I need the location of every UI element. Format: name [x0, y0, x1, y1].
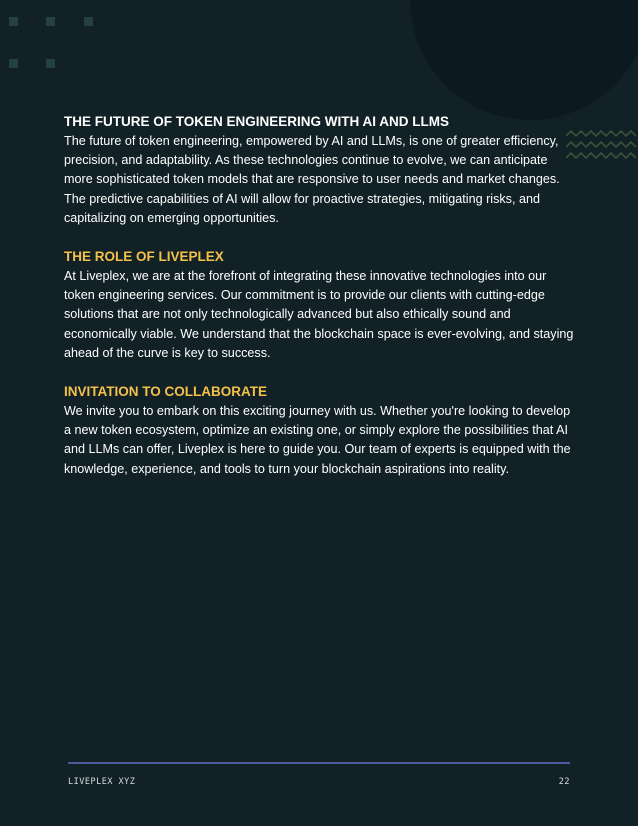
- section-invitation-to-collaborate: [64, 382, 574, 479]
- decorative-dot: [46, 17, 55, 26]
- footer-divider: [68, 762, 570, 764]
- decorative-dot: [46, 59, 55, 68]
- section-role-of-liveplex: [64, 247, 574, 363]
- main-content: [64, 112, 574, 498]
- section-body: At Liveplex, we are at the forefront of integrating these innovative technologies into our token engineering services. Our commitment is to provide our clients with cutting-edge solutions that are not only technologically advanced but also ethically sound and economically viable. We understand that the blockchain space is ever-evolving, and staying ahead of the curve is key to success.: [64, 269, 574, 360]
- decorative-dot: [9, 17, 18, 26]
- section-body: The future of token engineering, empowered by AI and LLMs, is one of greater efficiency, precision, and adaptability. As these technologies continue to evolve, we can anticipate more sophisticated token models that are responsive to user needs and market changes. The predictive capabilities of AI will allow for proactive strategies, mitigating risks, and capitalizing on emerging opportunities.: [64, 134, 560, 225]
- decorative-corner-circle: [410, 0, 638, 120]
- section-future-of-token-engineering: [64, 112, 574, 228]
- section-heading: THE FUTURE OF TOKEN ENGINEERING WITH AI AND LLMS: [64, 114, 449, 129]
- section-heading: THE ROLE OF LIVEPLEX: [64, 249, 224, 265]
- decorative-dot: [84, 17, 93, 26]
- decorative-dot: [9, 59, 18, 68]
- section-heading: INVITATION TO COLLABORATE: [64, 384, 267, 400]
- decorative-dot-grid: [0, 0, 120, 80]
- footer-brand: LIVEPLEX XYZ: [68, 777, 136, 787]
- footer-page-number: 22: [558, 777, 570, 787]
- section-body: We invite you to embark on this exciting journey with us. Whether you're looking to develop a new token ecosystem, optimize an existing one, or simply explore the possibilities that AI and LLMs can offer, Liveplex is here to guide you. Our team of experts is equipped with the knowledge, experience, and tools to turn your blockchain aspirations into reality.: [64, 404, 571, 476]
- decorative-zigzag-icon: [566, 128, 638, 164]
